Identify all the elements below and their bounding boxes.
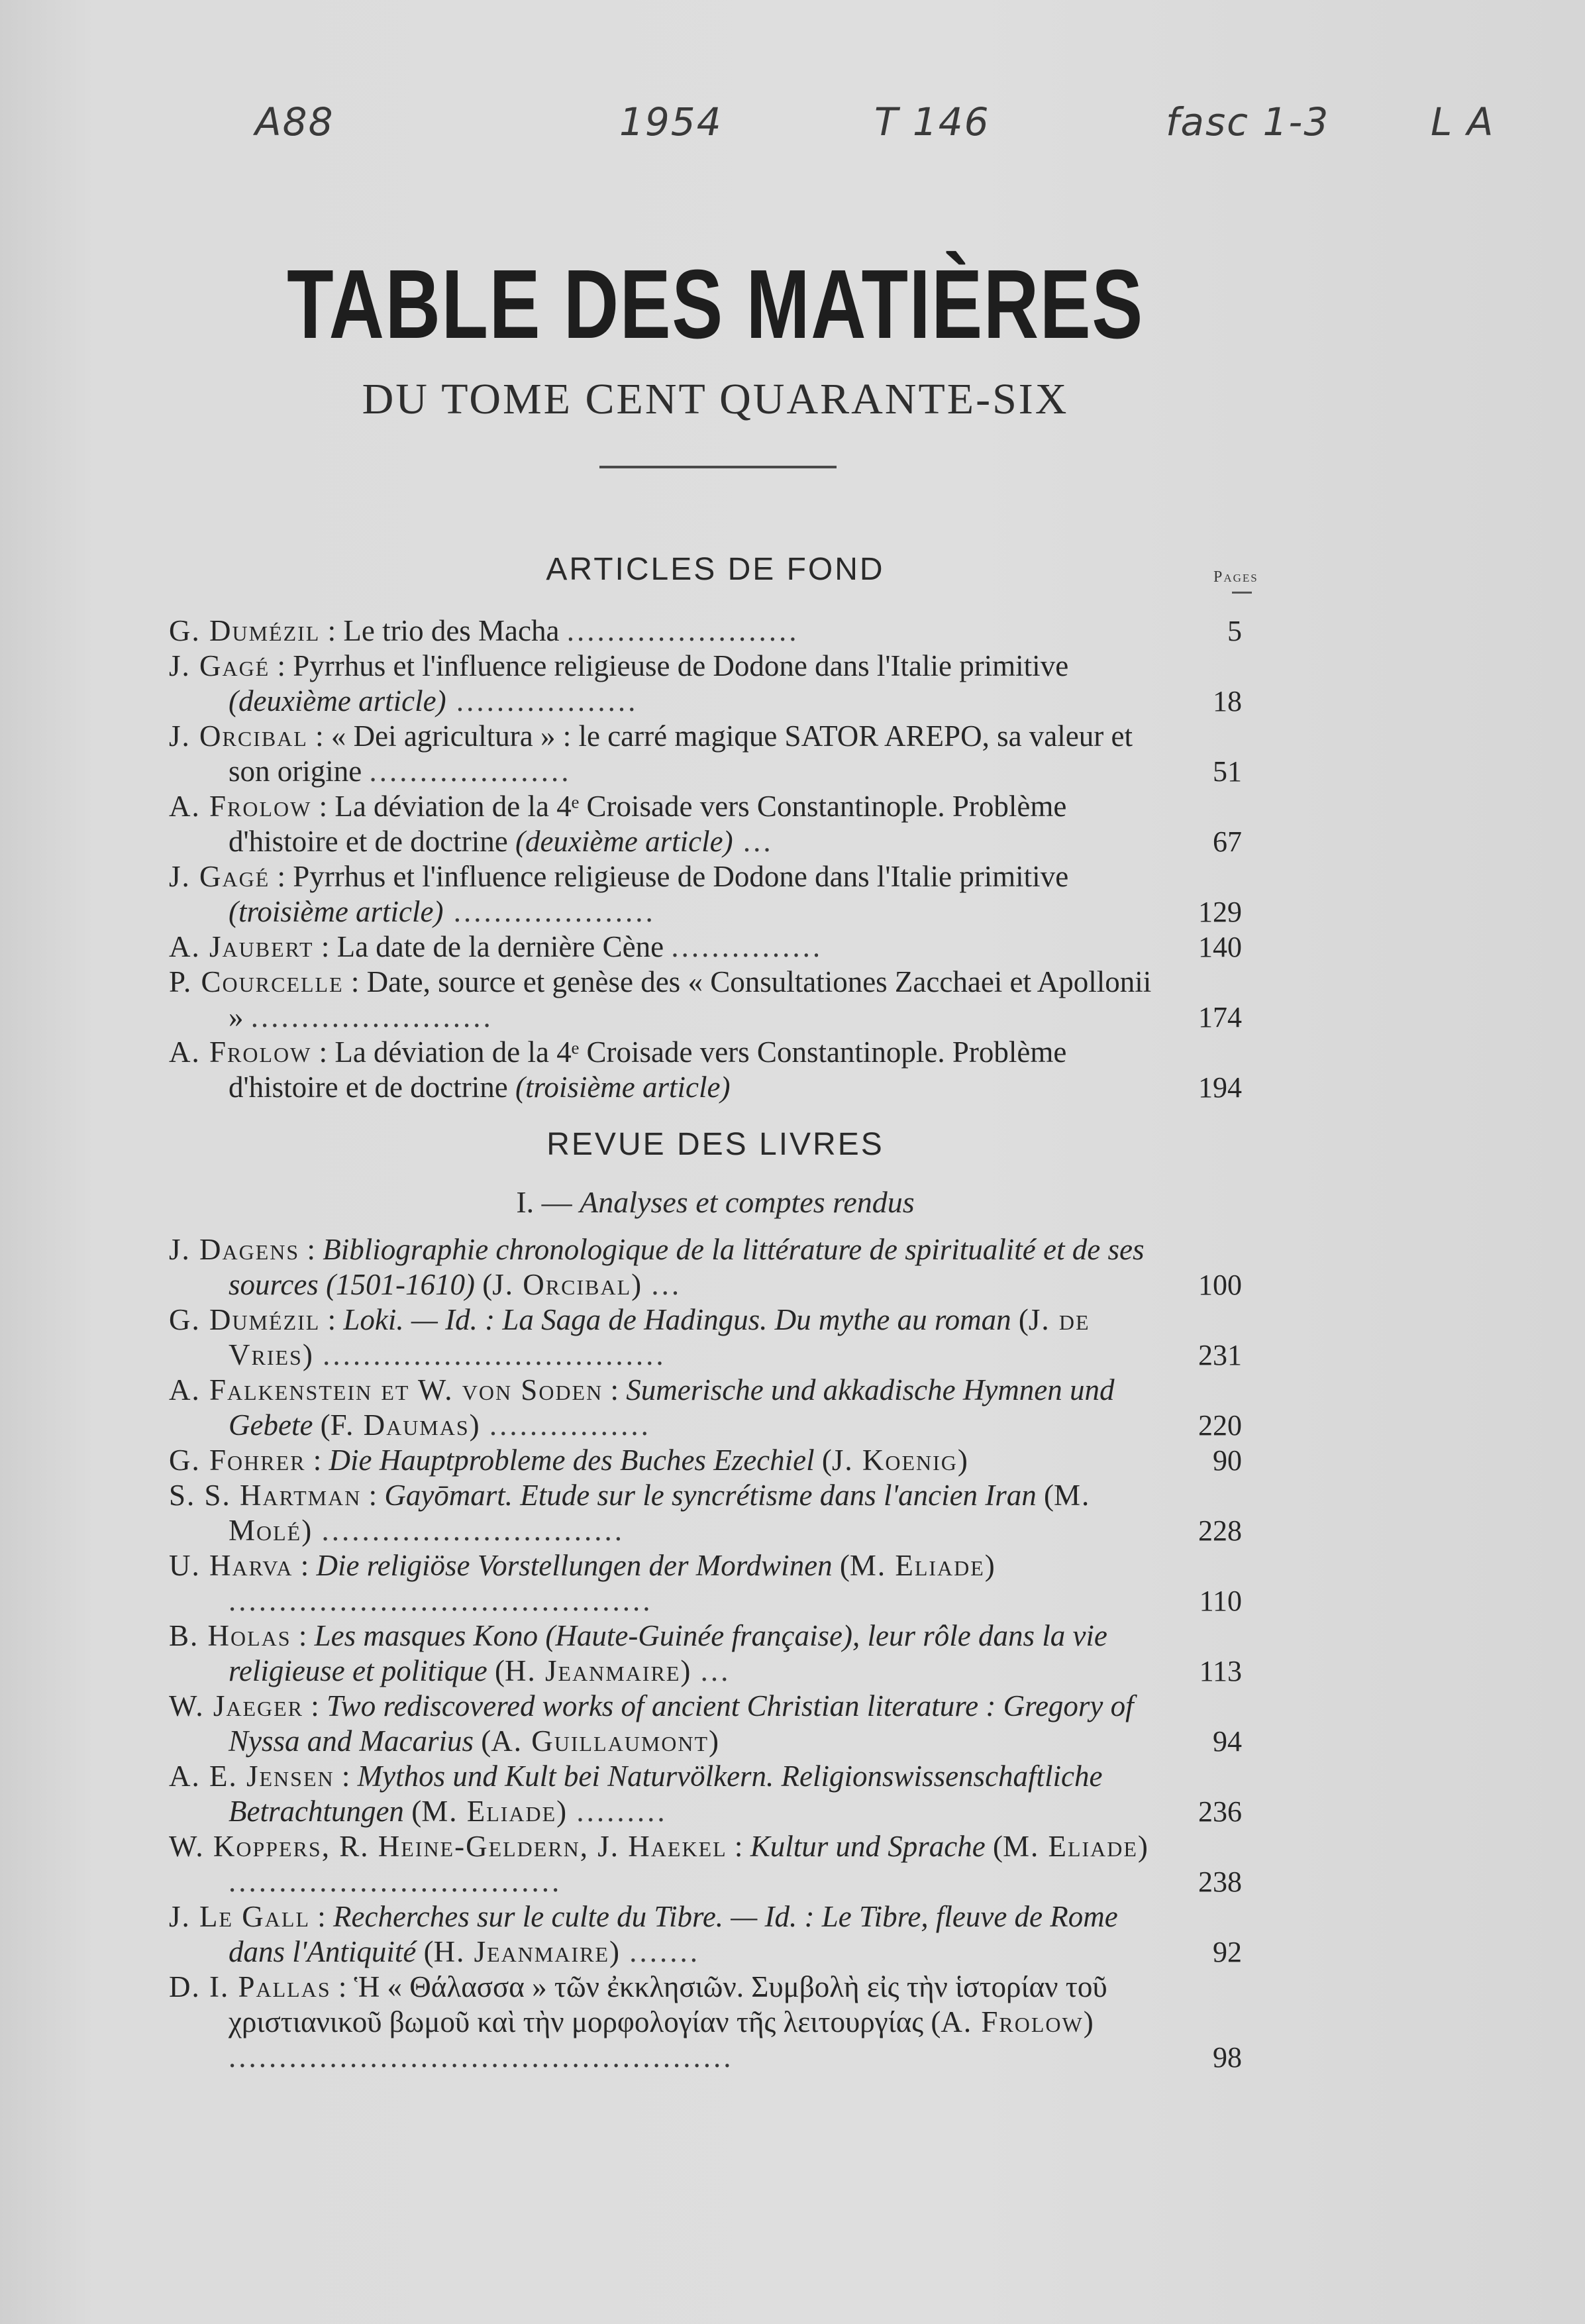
entry-page: 98 [1213,2041,1242,2074]
entry-author: J. Dagens [169,1233,300,1266]
entry-leader: ... [641,1268,682,1301]
articles-list [169,613,1255,1105]
entry-page: 228 [1198,1514,1242,1547]
entry-page: 236 [1198,1795,1242,1828]
entry-page: 194 [1198,1071,1242,1104]
entry-reviewer: M. Eliade [421,1795,557,1828]
entry-reviewer: M. Eliade [1002,1830,1138,1863]
entry-book-title: Mythos und Kult bei Naturvölkern. Religionswissenschaftliche Betrachtungen [229,1760,1103,1828]
entry-leader: .............................. [311,1514,625,1547]
entry-author: B. Holas [169,1619,291,1652]
article-entry [169,859,1255,929]
revue-heading: REVUE DES LIVRES [546,1127,884,1162]
page-subtitle: DU TOME CENT QUARANTE-SIX [362,375,1069,423]
pages-dash [1232,592,1252,594]
entry-leader: ....................... [566,614,799,647]
entry-separator: : [299,1233,323,1266]
entry-separator: : [291,1619,315,1652]
entry-book-title: Recherches sur le culte du Tibre. — Id. : Le Tibre, fleuve de Rome dans l'Antiquité [229,1900,1118,1968]
entry-leader: ....... [619,1935,700,1968]
review-entry: W. Jaeger : Two rediscovered works of ancient Christian literature : Gregory of Nyssa and Macarius (A. Guillaumont) 94 [169,1689,1242,1758]
entry-page: 220 [1198,1409,1242,1442]
entry-separator: : [603,1373,627,1406]
entry-reviewer: A. Frolow [941,2005,1084,2038]
entry-author: S. S. Hartman [169,1479,362,1512]
entry-reviewer: H. Jeanmaire [433,1935,609,1968]
review-entry: A. E. Jensen : Mythos und Kult bei Naturvölkern. Religionswissenschaftliche Betrachtungen (M. Eliade) ......... 236 [169,1760,1242,1828]
entry-reviewer: M. Molé [229,1479,1091,1547]
entry-page: 100 [1198,1269,1242,1301]
entry-author: A. Frolow [169,790,312,823]
entry-leader: .................................................. [229,2040,734,2074]
entry-book-title: Bibliographie chronologique de la littérature de spiritualité et de ses sources (1501-1610) [229,1233,1145,1301]
entry-separator: : [303,1689,327,1722]
entry-page: 5 [1227,615,1242,647]
entry-book-title: Die Hauptprobleme des Buches Ezechiel [329,1444,815,1477]
entry-title: : « Dei agricultura » : le carré magique SATOR AREPO, sa valeur et son origine [229,719,1133,788]
entry-title: : La déviation de la 4ᵉ Croisade vers Constantinople. Problème d'histoire et de doctrine [229,1035,1067,1104]
review-entry: A. Falkenstein et W. von Soden : Sumerische und akkadische Hymnen und Gebete (F. Daumas) ................ 220 [169,1373,1242,1442]
entry-title-italic: (deuxième article) [229,684,446,717]
entry-page: 51 [1213,755,1242,788]
entry-separator: : [310,1900,334,1933]
entry-author: J. Gagé [169,860,270,893]
entry-separator: : [334,1760,358,1793]
entry-author: W. Jaeger [169,1689,304,1722]
entry-book-title: Two rediscovered works of ancient Christian literature : Gregory of Nyssa and Macarius [229,1689,1134,1758]
revue-subheading [0,1185,1431,1220]
entry-separator: : [305,1444,329,1477]
article-entry [169,929,1255,965]
page-title: TABLE DES MATIÈRES [287,250,1144,359]
article-entry [169,965,1255,1035]
entry-author: J. Orcibal [169,719,308,753]
entry-page: 140 [1198,931,1242,963]
entry-leader: .................................. [312,1338,666,1371]
article-entry [169,613,1255,649]
article-entry [169,789,1255,859]
article-entry [169,649,1255,719]
review-entry: D. I. Pallas : Ἡ « Θάλασσα » τῶν ἐκκλησιῶν. Συμβολὴ εἰς τὴν ἱστορίαν τοῦ χριστιανικοῦ βωμοῦ καὶ τὴν μορφολογίαν τῆς λειτουργίας (A. Frolow) .................................................. 98 [169,1970,1242,2074]
entry-title-italic: (troisième article) [515,1071,731,1104]
entry-title-italic: (troisième article) [229,895,444,928]
entry-leader: ... [733,825,774,858]
entry-title: : La déviation de la 4ᵉ Croisade vers Constantinople. Problème d'histoire et de doctrine [229,790,1067,858]
entry-leader: ... [690,1654,731,1687]
entry-separator: : [361,1479,385,1512]
entry-leader: ......... [566,1795,668,1828]
entry-book-title: Gayōmart. Etude sur le syncrétisme dans l'ancien Iran [384,1479,1037,1512]
entry-author: D. I. Pallas [169,1970,331,2003]
entry-reviewer: J. de Vries [229,1303,1090,1371]
entry-author: A. Jaubert [169,930,314,963]
entry-separator: : Ἡ « Θάλασσα » τῶν ἐκκλησιῶν. Συμβολὴ εἰς τὴν ἱστορίαν τοῦ χριστιανικοῦ βωμοῦ καὶ τὴν μορφολογίαν τῆς λειτουργίας [229,1970,1107,2038]
review-entry: U. Harva : Die religiöse Vorstellungen der Mordwinen (M. Eliade) .......................................... 110 [169,1549,1242,1617]
entry-author: G. Dumézil [169,1303,321,1336]
entry-reviewer: H. Jeanmaire [505,1654,681,1687]
handwritten-note-c: T 146 [874,99,990,144]
article-entry [169,719,1255,789]
entry-page: 90 [1213,1444,1242,1477]
entry-page: 174 [1198,1001,1242,1033]
entry-page: 110 [1199,1585,1242,1617]
revue-subheading-text: Analyses et comptes rendus [580,1185,915,1219]
entry-author: W. Koppers, R. Heine-Geldern, J. Haekel [169,1830,727,1863]
entry-book-title: Les masques Kono (Haute-Guinée française), leur rôle dans la vie religieuse et politique [229,1619,1107,1687]
entry-leader: ................................. [229,1865,562,1898]
entry-page: 18 [1213,685,1242,717]
entry-author: P. Courcelle [169,965,344,998]
entry-page: 129 [1198,896,1242,928]
entry-title: : Le trio des Macha [320,614,567,647]
entry-book-title: Die religiöse Vorstellungen der Mordwinen [316,1549,833,1582]
entry-leader: .................... [443,895,656,928]
entry-author: A. Falkenstein et W. von Soden [169,1373,603,1406]
entry-leader: ................ [479,1408,651,1442]
entry-author: J. Gagé [169,649,270,682]
review-entry: G. Dumézil : Loki. — Id. : La Saga de Hadingus. Du mythe au roman (J. de Vries) .................................. 231 [169,1303,1242,1371]
entry-reviewer: J. Orcibal [492,1268,632,1301]
entry-page: 231 [1198,1339,1242,1371]
review-entry: W. Koppers, R. Heine-Geldern, J. Haekel : Kultur und Sprache (M. Eliade) ................................. 238 [169,1830,1242,1898]
entry-book-title: Loki. — Id. : La Saga de Hadingus. Du mythe au roman [343,1303,1011,1336]
review-entry: B. Holas : Les masques Kono (Haute-Guinée française), leur rôle dans la vie religieuse et politique (H. Jeanmaire) ... 113 [169,1619,1242,1687]
entry-book-title: Kultur und Sprache [750,1830,986,1863]
entry-reviewer: J. Koenig [831,1444,958,1477]
review-entry: J. Dagens : Bibliographie chronologique de la littérature de spiritualité et de ses sources (1501-1610) (J. Orcibal) ... 100 [169,1233,1242,1301]
entry-leader: ............... [671,930,823,963]
handwritten-note-a: A88 [255,99,334,144]
entry-page: 113 [1199,1655,1242,1687]
entry-title-italic: (deuxième article) [515,825,733,858]
article-entry [169,1035,1255,1105]
articles-heading: ARTICLES DE FOND [546,552,885,587]
entry-title: : Date, source et genèse des « Consultationes Zacchaei et Apollonii » [229,965,1152,1033]
entry-author: A. Frolow [169,1035,312,1069]
entry-separator: : [293,1549,317,1582]
entry-author: G. Fohrer [169,1444,306,1477]
review-entry: G. Fohrer : Die Hauptprobleme des Buches Ezechiel (J. Koenig) 90 [169,1444,1242,1477]
entry-page: 238 [1198,1866,1242,1898]
handwritten-note-e: L A [1431,99,1495,144]
entry-page: 92 [1213,1936,1242,1968]
entry-author: G. Dumézil [169,614,321,647]
entry-separator: : [727,1830,750,1863]
reviews-list [169,1232,1255,2075]
entry-leader: ........................ [250,1000,493,1033]
review-entry: J. Le Gall : Recherches sur le culte du Tibre. — Id. : Le Tibre, fleuve de Rome dans l'Antiquité (H. Jeanmaire) ....... 92 [169,1900,1242,1968]
entry-page: 67 [1213,825,1242,858]
entry-reviewer: F. Daumas [330,1408,470,1442]
entry-author: A. E. Jensen [169,1760,334,1793]
pages-column-label: Pages [1213,568,1258,586]
revue-subheading-number: I. — [516,1185,580,1219]
entry-book-title: Sumerische und akkadische Hymnen und Gebete [229,1373,1115,1442]
entry-title: : Pyrrhus et l'influence religieuse de Dodone dans l'Italie primitive [270,649,1069,682]
entry-leader: .................... [369,755,572,788]
review-entry: S. S. Hartman : Gayōmart. Etude sur le syncrétisme dans l'ancien Iran (M. Molé) .............................. 228 [169,1479,1242,1547]
entry-title: : Pyrrhus et l'influence religieuse de Dodone dans l'Italie primitive [270,860,1069,893]
handwritten-note-d: fasc 1-3 [1166,99,1330,144]
entry-separator: : [320,1303,344,1336]
entry-author: U. Harva [169,1549,293,1582]
entry-reviewer: A. Guillaumont [491,1724,709,1758]
title-divider [599,466,837,468]
entry-reviewer: M. Eliade [849,1549,985,1582]
entry-leader: .......................................... [229,1584,653,1617]
entry-author: J. Le Gall [169,1900,310,1933]
entry-page: 94 [1213,1725,1242,1758]
entry-title: : La date de la dernière Cène [313,930,672,963]
handwritten-note-b: 1954 [619,99,723,144]
entry-leader: .................. [446,684,639,717]
